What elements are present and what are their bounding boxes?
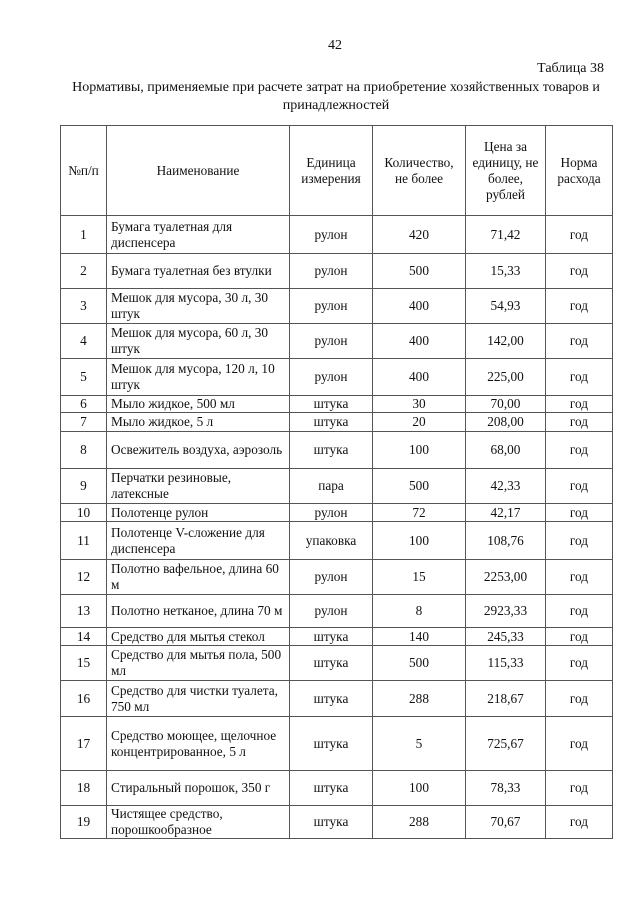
- norm: год: [546, 504, 613, 522]
- price: 2253,00: [466, 560, 546, 595]
- unit: рулон: [290, 289, 373, 324]
- norm: год: [546, 289, 613, 324]
- unit: рулон: [290, 216, 373, 254]
- quantity: 15: [373, 560, 466, 595]
- page-number: 42: [328, 38, 342, 53]
- price: 42,17: [466, 504, 546, 522]
- row-number: 5: [61, 359, 107, 396]
- row-number: 16: [61, 681, 107, 717]
- price: 70,00: [466, 396, 546, 413]
- quantity: 100: [373, 432, 466, 469]
- row-number: 11: [61, 522, 107, 560]
- price: 218,67: [466, 681, 546, 717]
- quantity: 100: [373, 522, 466, 560]
- norm: год: [546, 806, 613, 839]
- table-row: [61, 432, 613, 469]
- price: 208,00: [466, 413, 546, 432]
- quantity: 20: [373, 413, 466, 432]
- unit: штука: [290, 628, 373, 646]
- header-number: №п/п: [61, 126, 107, 216]
- unit: штука: [290, 771, 373, 806]
- header-name: Наименование: [107, 126, 290, 216]
- table-row: [61, 681, 613, 717]
- norm: год: [546, 560, 613, 595]
- unit: рулон: [290, 359, 373, 396]
- price: 225,00: [466, 359, 546, 396]
- row-number: 14: [61, 628, 107, 646]
- row-number: 12: [61, 560, 107, 595]
- item-name: Мыло жидкое, 500 мл: [107, 396, 290, 413]
- table-row: [61, 324, 613, 359]
- item-name: Средство для мытья стекол: [107, 628, 290, 646]
- norm: год: [546, 595, 613, 628]
- quantity: 420: [373, 216, 466, 254]
- price: 68,00: [466, 432, 546, 469]
- unit: рулон: [290, 324, 373, 359]
- header-row: [61, 126, 613, 216]
- item-name: Перчатки резиновые, латексные: [107, 469, 290, 504]
- table-row: [61, 216, 613, 254]
- norm: год: [546, 628, 613, 646]
- unit: штука: [290, 646, 373, 681]
- table-row: [61, 771, 613, 806]
- price: 115,33: [466, 646, 546, 681]
- row-number: 6: [61, 396, 107, 413]
- quantity: 400: [373, 289, 466, 324]
- norm: год: [546, 771, 613, 806]
- item-name: Полотно вафельное, длина 60 м: [107, 560, 290, 595]
- row-number: 7: [61, 413, 107, 432]
- table-label: Таблица 38: [537, 61, 604, 76]
- row-number: 1: [61, 216, 107, 254]
- table-row: [61, 289, 613, 324]
- item-name: Освежитель воздуха, аэрозоль: [107, 432, 290, 469]
- unit: рулон: [290, 595, 373, 628]
- quantity: 500: [373, 469, 466, 504]
- table-title: Нормативы, применяемые при расчете затрат на приобретение хозяйственных товаров и принадлежностей: [72, 80, 600, 113]
- item-name: Чистящее средство, порошкообразное: [107, 806, 290, 839]
- table-row: [61, 413, 613, 432]
- norm: год: [546, 396, 613, 413]
- row-number: 18: [61, 771, 107, 806]
- item-name: Мешок для мусора, 60 л, 30 штук: [107, 324, 290, 359]
- row-number: 13: [61, 595, 107, 628]
- item-name: Мешок для мусора, 30 л, 30 штук: [107, 289, 290, 324]
- unit: штука: [290, 413, 373, 432]
- item-name: Мыло жидкое, 5 л: [107, 413, 290, 432]
- table-row: [61, 717, 613, 771]
- table-row: [61, 595, 613, 628]
- quantity: 288: [373, 681, 466, 717]
- row-number: 9: [61, 469, 107, 504]
- quantity: 5: [373, 717, 466, 771]
- quantity: 140: [373, 628, 466, 646]
- price: 54,93: [466, 289, 546, 324]
- row-number: 10: [61, 504, 107, 522]
- item-name: Бумага туалетная без втулки: [107, 254, 290, 289]
- norm: год: [546, 432, 613, 469]
- norm: год: [546, 646, 613, 681]
- table-row: [61, 254, 613, 289]
- item-name: Средство для чистки туалета, 750 мл: [107, 681, 290, 717]
- table-row: [61, 646, 613, 681]
- table-row: [61, 522, 613, 560]
- row-number: 17: [61, 717, 107, 771]
- table-row: [61, 396, 613, 413]
- header-price: Цена за единицу, не более, рублей: [466, 126, 546, 216]
- item-name: Стиральный порошок, 350 г: [107, 771, 290, 806]
- norm: год: [546, 681, 613, 717]
- price: 70,67: [466, 806, 546, 839]
- row-number: 3: [61, 289, 107, 324]
- row-number: 19: [61, 806, 107, 839]
- unit: рулон: [290, 254, 373, 289]
- norm: год: [546, 522, 613, 560]
- unit: рулон: [290, 504, 373, 522]
- quantity: 100: [373, 771, 466, 806]
- item-name: Средство моющее, щелочное концентрированное, 5 л: [107, 717, 290, 771]
- row-number: 15: [61, 646, 107, 681]
- item-name: Бумага туалетная для диспенсера: [107, 216, 290, 254]
- price: 108,76: [466, 522, 546, 560]
- unit: штука: [290, 806, 373, 839]
- quantity: 8: [373, 595, 466, 628]
- table-row: [61, 560, 613, 595]
- row-number: 2: [61, 254, 107, 289]
- price: 78,33: [466, 771, 546, 806]
- table-row: [61, 806, 613, 839]
- quantity: 288: [373, 806, 466, 839]
- quantity: 72: [373, 504, 466, 522]
- unit: упаковка: [290, 522, 373, 560]
- item-name: Средство для мытья пола, 500 мл: [107, 646, 290, 681]
- header-quantity: Количество, не более: [373, 126, 466, 216]
- unit: штука: [290, 681, 373, 717]
- price: 2923,33: [466, 595, 546, 628]
- unit: пара: [290, 469, 373, 504]
- quantity: 400: [373, 324, 466, 359]
- quantity: 500: [373, 646, 466, 681]
- norm: год: [546, 324, 613, 359]
- norm: год: [546, 469, 613, 504]
- unit: штука: [290, 396, 373, 413]
- unit: штука: [290, 432, 373, 469]
- price: 15,33: [466, 254, 546, 289]
- item-name: Полотенце V-сложение для диспенсера: [107, 522, 290, 560]
- price: 71,42: [466, 216, 546, 254]
- item-name: Полотно нетканое, длина 70 м: [107, 595, 290, 628]
- norms-table: [60, 125, 613, 839]
- norm: год: [546, 717, 613, 771]
- unit: рулон: [290, 560, 373, 595]
- norm: год: [546, 254, 613, 289]
- quantity: 400: [373, 359, 466, 396]
- header-norm: Норма расхода: [546, 126, 613, 216]
- norm: год: [546, 359, 613, 396]
- row-number: 4: [61, 324, 107, 359]
- table-row: [61, 469, 613, 504]
- price: 42,33: [466, 469, 546, 504]
- price: 725,67: [466, 717, 546, 771]
- norm: год: [546, 413, 613, 432]
- quantity: 500: [373, 254, 466, 289]
- quantity: 30: [373, 396, 466, 413]
- price: 245,33: [466, 628, 546, 646]
- price: 142,00: [466, 324, 546, 359]
- table-row: [61, 504, 613, 522]
- unit: штука: [290, 717, 373, 771]
- row-number: 8: [61, 432, 107, 469]
- norm: год: [546, 216, 613, 254]
- header-unit: Единица измерения: [290, 126, 373, 216]
- table-row: [61, 359, 613, 396]
- item-name: Полотенце рулон: [107, 504, 290, 522]
- item-name: Мешок для мусора, 120 л, 10 штук: [107, 359, 290, 396]
- table-row: [61, 628, 613, 646]
